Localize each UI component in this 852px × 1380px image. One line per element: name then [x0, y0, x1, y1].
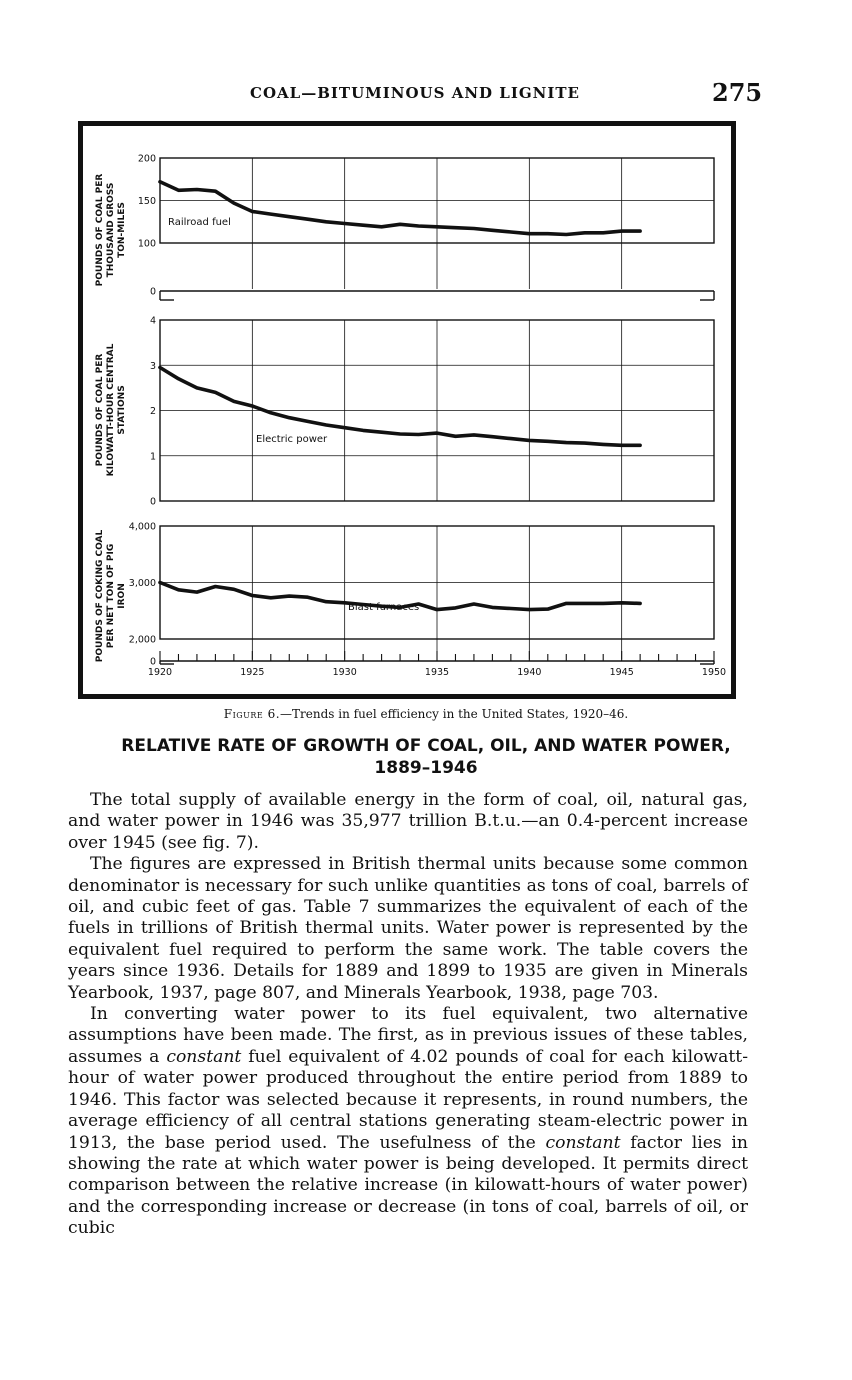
paragraph-1-text: The total supply of available energy in the form of coal, oil, natural gas, and water power in 1946 was 35,977 trillion B.t.u.—an 0.4-percent increase over 1945 (see fig. 7). — [68, 790, 748, 853]
panel2-ytick-label: 4 — [149, 315, 156, 327]
section-title — [70, 735, 782, 779]
panel1-ytick-label: 0 — [149, 286, 156, 298]
section-title-line2: 1889–1946 — [374, 758, 478, 778]
paragraph-3-emphasis-1: constant — [166, 1046, 242, 1067]
figure-caption-text: —Trends in fuel efficiency in the United States, 1920–46. — [280, 707, 629, 721]
x-axis-tick-label: 1945 — [609, 667, 634, 678]
paragraph-3 — [68, 1004, 748, 1239]
paragraph-1 — [68, 790, 748, 854]
section-title-line1: RELATIVE RATE OF GROWTH OF COAL, OIL, AND WATER POWER, — [121, 736, 731, 756]
panel3-ytick-label: 3,000 — [128, 578, 156, 589]
paragraph-3-emphasis-2: constant — [545, 1132, 621, 1153]
panel2-ytick-label: 1 — [149, 451, 156, 463]
ylabel-line: POUNDS OF COKING COAL — [95, 529, 105, 663]
panel2-ylabel — [95, 343, 127, 476]
panel1-ytick-label: 100 — [137, 238, 156, 250]
x-axis-tick-label: 1930 — [332, 667, 357, 678]
ylabel-line: POUNDS OF COAL PER — [95, 353, 105, 467]
ylabel-line: PER NET TON OF PIG — [106, 543, 116, 649]
fuel-efficiency-figure — [78, 121, 736, 699]
x-axis-tick-label: 1925 — [240, 667, 265, 678]
panel1-ylabel — [95, 174, 127, 287]
panel1-series-line — [160, 182, 640, 235]
ylabel-line: TON-MILES — [117, 202, 127, 258]
panel1-series-label: Railroad fuel — [168, 217, 231, 228]
x-axis-tick-label: 1935 — [424, 667, 450, 678]
ylabel-line: THOUSAND GROSS — [106, 182, 116, 278]
ylabel-line: STATIONS — [117, 385, 127, 435]
x-axis-tick-label: 1940 — [517, 667, 542, 678]
ylabel-line: IRON — [117, 583, 127, 609]
paragraph-3-text-b: fuel equivalent of 4.02 pounds of coal for each kilowatt-hour of water power produced throughout the entire period from 1889 to 1946. This factor was selected because it represents, in round numbers, the average efficiency of all central stations generating steam-electric power in 1913, the base period used. The usefulness of the — [68, 1046, 749, 1153]
figure-caption-label: Figure 6. — [223, 707, 281, 721]
panel2-series-line — [160, 368, 640, 446]
panel3-ytick-label: 2,000 — [128, 634, 156, 646]
body-text — [68, 790, 748, 1240]
panel2-series-label: Electric power — [256, 434, 328, 445]
ylabel-line: KILOWATT-HOUR CENTRAL — [106, 343, 116, 477]
page-number: 275 — [712, 78, 763, 107]
figure-caption — [100, 707, 752, 721]
panel2-ytick-label: 3 — [149, 360, 156, 372]
running-header-title: COAL—BITUMINOUS AND LIGNITE — [250, 84, 580, 102]
paragraph-2-text: The figures are expressed in British thermal units because some common denominator is necessary for such unlike quantities as tons of coal, barrels of oil, and cubic feet of gas. Table 7 summarizes the equivalent of each of the fuels in trillions of British thermal units. Water power is represented by the equivalent fuel required to perform the same work. The table covers the years since 1936. Details for 1889 and 1899 to 1935 are given in Minerals Yearbook, 1937, page 807, and Minerals Yearbook, 1938, page 703. — [68, 854, 748, 1003]
x-axis-tick-label: 1950 — [701, 667, 727, 678]
panel3-ylabel — [95, 530, 127, 663]
panel1-ytick-label: 200 — [137, 153, 156, 165]
panel3-ytick-label: 0 — [149, 656, 156, 668]
paragraph-2 — [68, 854, 748, 1004]
panel2-ytick-label: 2 — [149, 406, 156, 417]
ylabel-line: POUNDS OF COAL PER — [95, 173, 105, 287]
paragraph-3-text-a: In converting water power to its fuel equivalent, two alternative assumptions have been made. The first, as in previous issues of these tables, assumes a — [68, 1004, 748, 1067]
panel3-series-label: Blast furnaces — [348, 602, 420, 613]
panel2-ytick-label: 0 — [149, 496, 156, 508]
paragraph-3-text-c: factor lies in showing the rate at which water power is being developed. It permits direct comparison between the relative increase (in kilowatt-hours of water power) and the corresponding increase or decrease (in tons of coal, barrels of oil, or cubic — [68, 1132, 748, 1239]
x-axis-tick-label: 1920 — [147, 667, 173, 678]
panel1-ytick-label: 150 — [137, 196, 156, 207]
panel3-ytick-label: 4,000 — [128, 521, 156, 533]
